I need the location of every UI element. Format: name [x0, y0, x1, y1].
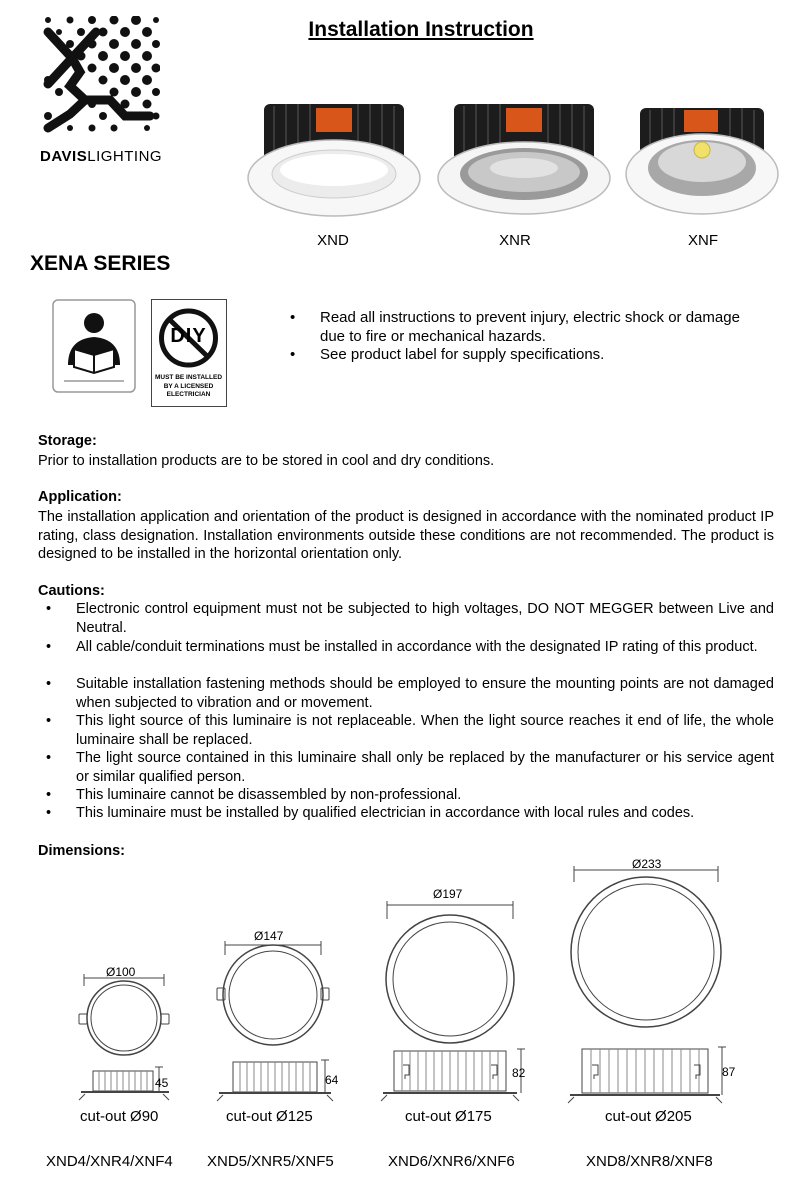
bullet-dot: •: [290, 309, 296, 326]
brand-bold: DAVIS: [40, 148, 88, 165]
product-label-xnf: XNF: [688, 232, 718, 249]
dimensions-heading: Dimensions:: [38, 843, 126, 859]
diy-caption-line: ELECTRICIAN: [166, 391, 211, 398]
diameter-label: Ø233: [632, 857, 662, 871]
brand-light: LIGHTING: [87, 148, 163, 165]
dimension-drawing-model-5: [213, 933, 343, 1107]
caution-text: This luminaire cannot be disassembled by non-professional.: [76, 787, 462, 803]
cutout-label: cut-out Ø90: [80, 1108, 159, 1125]
bullet-dot: •: [46, 750, 52, 766]
caution-text: This light source of this luminaire is not replaceable. When the light source reaches it end of life, the whole luminaire shall be replaced.: [76, 713, 774, 748]
series-title: XENA SERIES: [30, 252, 171, 275]
diy-caption: [152, 374, 225, 400]
dimension-drawing-model-6: [379, 893, 529, 1107]
caution-text: The light source contained in this luminaire shall only be replaced by the manufacturer or his service agent or similar qualified person.: [76, 750, 774, 785]
page-title: Installation Instruction: [308, 18, 534, 41]
bullet-dot: •: [46, 639, 52, 655]
xnd-product-image: [246, 96, 422, 220]
cutout-label: cut-out Ø175: [405, 1108, 492, 1125]
model-name: XND6/XNR6/XNF6: [388, 1153, 515, 1170]
bullet-dot: •: [46, 805, 52, 821]
cutout-label: cut-out Ø205: [605, 1108, 692, 1125]
diy-text: DIY: [170, 325, 207, 347]
application-heading: Application:: [38, 489, 122, 505]
no-diy-sign: [151, 299, 227, 407]
cautions-heading: Cautions:: [38, 583, 105, 599]
bullet-item: [290, 308, 760, 346]
dimension-drawing-model-8: [566, 860, 736, 1106]
davis-lighting-logo: [40, 16, 160, 138]
xnf-product-image: [624, 102, 780, 220]
height-label: 82: [512, 1066, 526, 1080]
bullet-dot: •: [46, 787, 52, 803]
product-label-xnr: XNR: [499, 232, 531, 249]
bullet-dot: •: [46, 676, 52, 692]
model-name: XND8/XNR8/XNF8: [586, 1153, 713, 1170]
bullet-text: Read all instructions to prevent injury, electric shock or damage due to fire or mechanical hazards.: [320, 309, 740, 345]
application-text: The installation application and orientation of the product is designed in accordance with the nominated product IP rating, class designation. Installation environments outside these conditions are not recommended. The product is designed to be installed in the horizontal orientation only.: [38, 509, 774, 562]
bullet-dot: •: [46, 601, 52, 617]
xnr-product-image: [436, 96, 612, 220]
bullet-dot: •: [290, 346, 296, 363]
product-label-xnd: XND: [317, 232, 349, 249]
bullet-text: See product label for supply specifications.: [320, 346, 605, 363]
caution-text: This luminaire must be installed by qualified electrician in accordance with local rules and codes.: [76, 805, 695, 821]
storage-heading: Storage:: [38, 433, 97, 449]
diy-caption-line: MUST BE INSTALLED: [154, 374, 223, 381]
cutout-label: cut-out Ø125: [226, 1108, 313, 1125]
height-label: 64: [325, 1073, 339, 1087]
diameter-label: Ø100: [106, 965, 136, 979]
storage-text: Prior to installation products are to be stored in cool and dry conditions.: [38, 453, 495, 469]
bullet-item: [290, 345, 760, 364]
read-instructions-icon: [52, 299, 136, 393]
diy-caption-line: BY A LICENSED: [163, 382, 214, 390]
bullet-dot: •: [46, 713, 52, 729]
caution-text: Electronic control equipment must not be subjected to high voltages, DO NOT MEGGER between Live and Neutral.: [76, 601, 774, 636]
diameter-label: Ø147: [254, 929, 284, 943]
diameter-label: Ø197: [433, 887, 463, 901]
caution-text: All cable/conduit terminations must be installed in accordance with the designated IP rating of this product.: [76, 639, 758, 655]
model-name: XND4/XNR4/XNF4: [46, 1153, 173, 1170]
height-label: 45: [155, 1076, 169, 1090]
brand-name: [40, 148, 162, 165]
model-name: XND5/XNR5/XNF5: [207, 1153, 334, 1170]
height-label: 87: [722, 1065, 736, 1079]
caution-text: Suitable installation fastening methods should be employed to ensure the mounting points are not damaged when subjected to vibration and or movement.: [76, 676, 774, 711]
